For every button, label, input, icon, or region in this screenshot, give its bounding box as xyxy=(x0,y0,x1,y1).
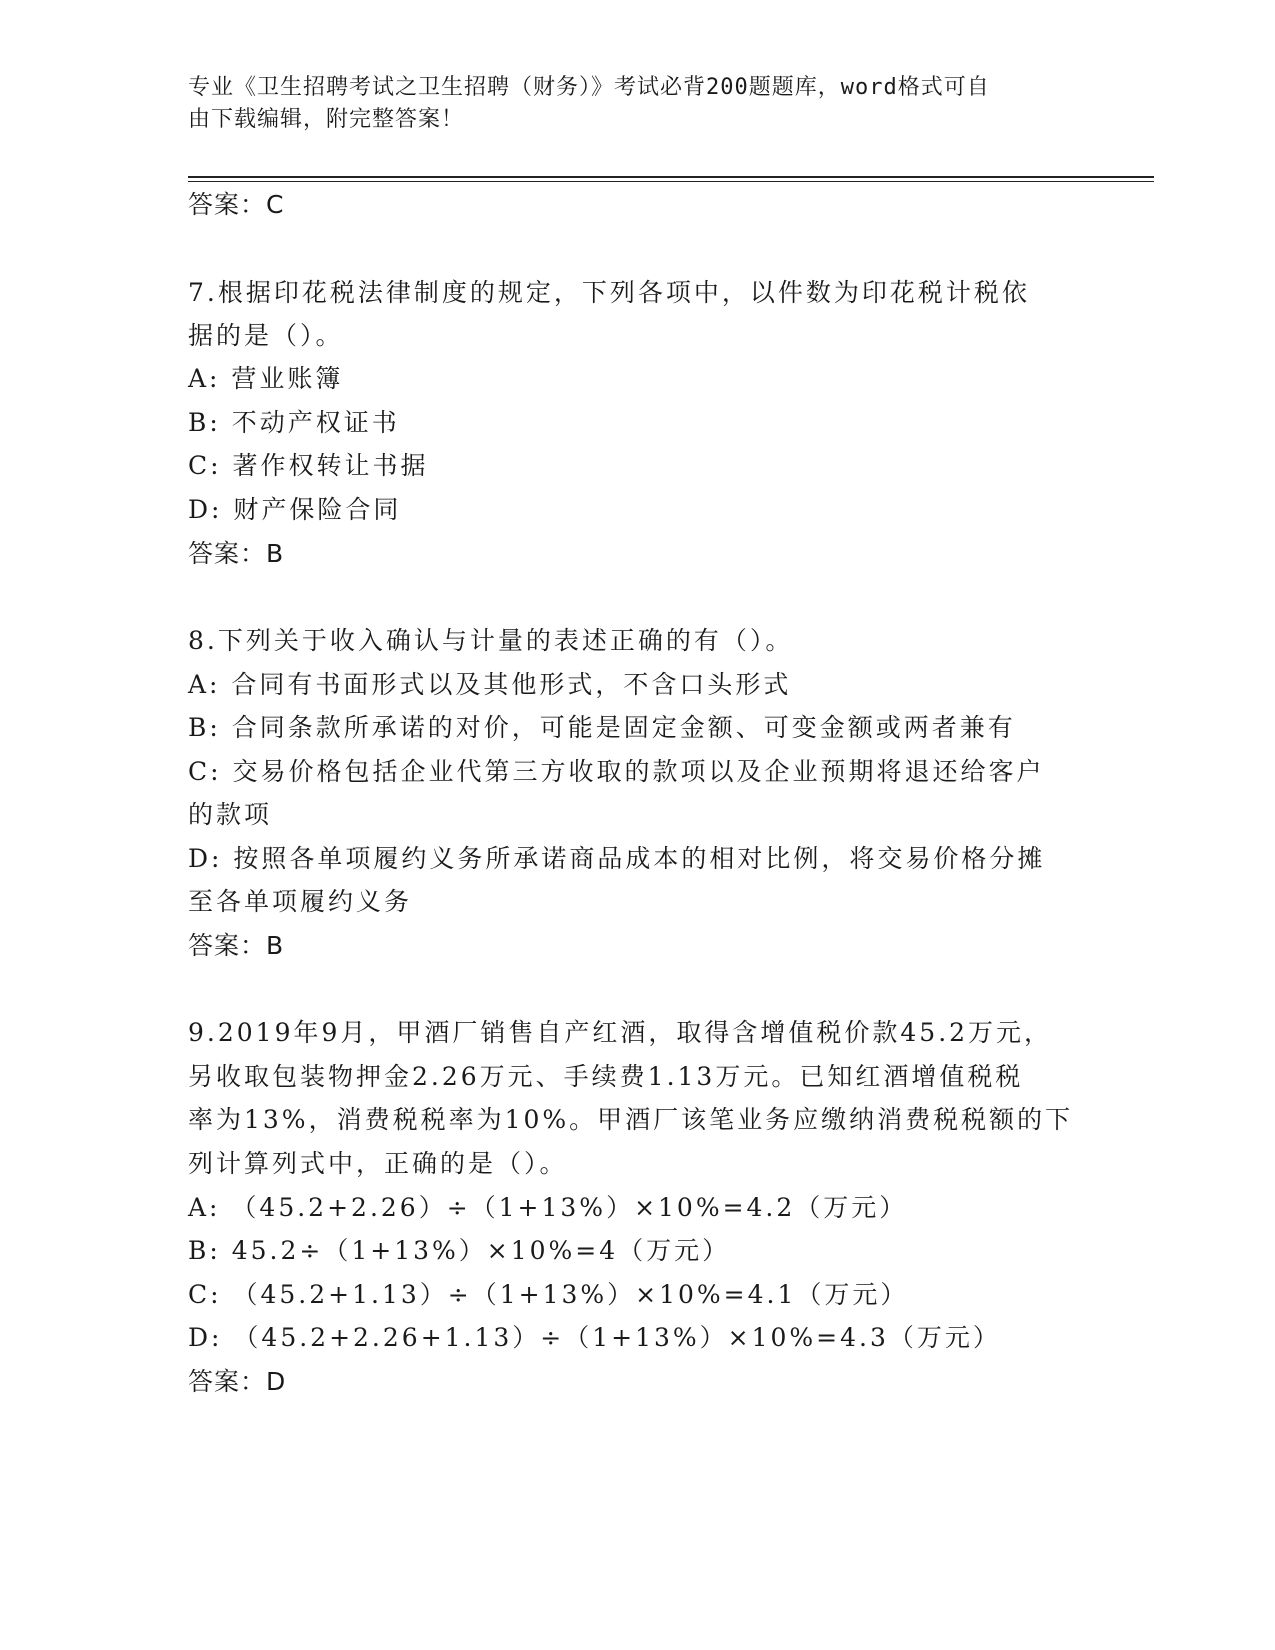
question-8-option-d-line-1: D: 按照各单项履约义务所承诺商品成本的相对比例，将交易价格分摊 xyxy=(188,844,1046,873)
question-8-option-c-line-1: C: 交易价格包括企业代第三方收取的款项以及企业预期将退还给客户 xyxy=(188,757,1045,786)
question-7-option-a: A: 营业账簿 xyxy=(188,364,344,393)
previous-answer: 答案：C xyxy=(188,190,285,219)
document-header xyxy=(188,72,1088,136)
question-8-stem-line-1: 8.下列关于收入确认与计量的表述正确的有（）。 xyxy=(188,626,794,655)
question-8-option-c-line-2: 的款项 xyxy=(188,800,273,829)
question-9-option-d: D: （45.2+2.26+1.13）÷（1+13%）×10%=4.3（万元） xyxy=(188,1323,1001,1352)
question-9-answer: 答案：D xyxy=(188,1367,287,1396)
question-9-stem-line-4: 列计算列式中，正确的是（）。 xyxy=(188,1149,568,1178)
question-8-option-a: A: 合同有书面形式以及其他形式，不含口头形式 xyxy=(188,670,792,699)
question-9-stem-line-1: 9.2019年9月，甲酒厂销售自产红酒，取得含增值税价款45.2万元， xyxy=(188,1018,1053,1047)
question-7-answer: 答案：B xyxy=(188,539,285,568)
question-9-option-a: A: （45.2+2.26）÷（1+13%）×10%=4.2（万元） xyxy=(188,1193,908,1222)
header-line-2: 由下载编辑，附完整答案！ xyxy=(188,107,465,132)
header-line-1: 专业《卫生招聘考试之卫生招聘（财务）》考试必背200题题库，word格式可自 xyxy=(188,75,990,100)
question-9-stem-line-3: 率为13%，消费税税率为10%。甲酒厂该笔业务应缴纳消费税税额的下 xyxy=(188,1105,1074,1134)
question-7-option-b: B: 不动产权证书 xyxy=(188,408,400,437)
question-7-stem-line-1: 7.根据印花税法律制度的规定，下列各项中，以件数为印花税计税依 xyxy=(188,278,1030,307)
question-7-option-d: D: 财产保险合同 xyxy=(188,495,402,524)
question-8-option-d-line-2: 至各单项履约义务 xyxy=(188,887,413,916)
question-9-option-c: C: （45.2+1.13）÷（1+13%）×10%=4.1（万元） xyxy=(188,1280,909,1309)
question-9-stem-line-2: 另收取包装物押金2.26万元、手续费1.13万元。已知红酒增值税税 xyxy=(188,1062,1024,1091)
question-7-stem-line-2: 据的是（）。 xyxy=(188,321,344,350)
header-rule-thick xyxy=(188,176,1154,178)
header-rule-thin xyxy=(188,181,1154,182)
question-7-option-c: C: 著作权转让书据 xyxy=(188,451,429,480)
question-8-answer: 答案：B xyxy=(188,931,285,960)
question-9-option-b: B: 45.2÷（1+13%）×10%=4（万元） xyxy=(188,1236,731,1265)
question-8-option-b: B: 合同条款所承诺的对价，可能是固定金额、可变金额或两者兼有 xyxy=(188,713,1016,742)
